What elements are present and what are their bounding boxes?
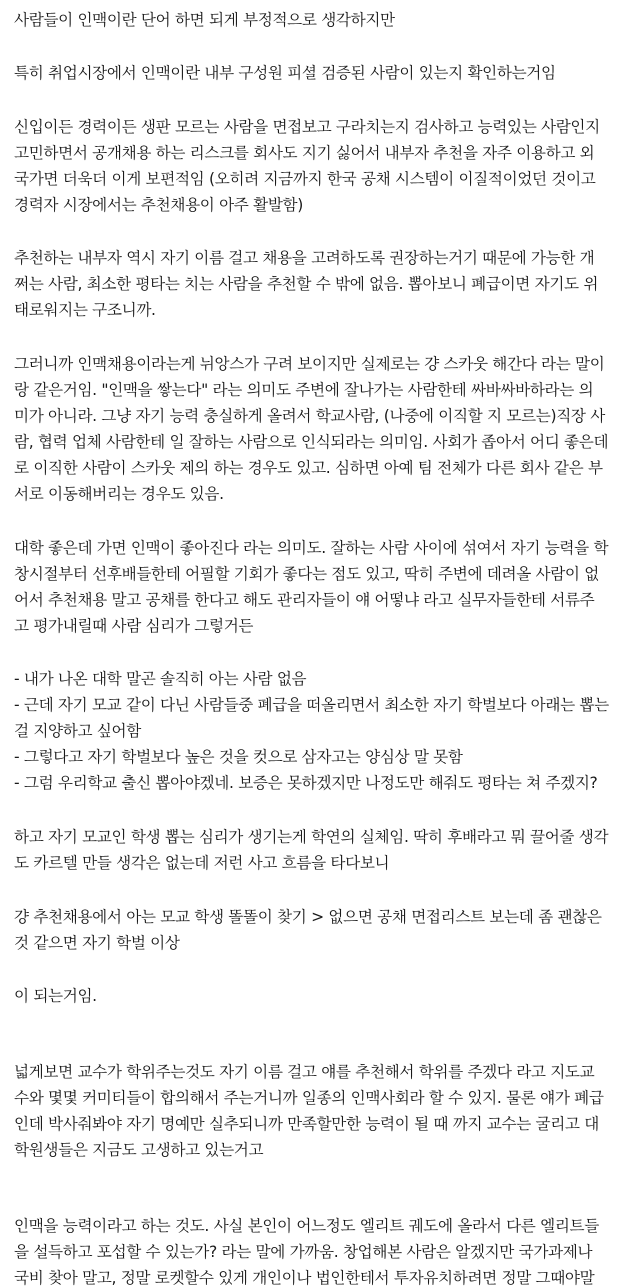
text-line: 하고 자기 모교인 학생 뽑는 심리가 생기는게 학연의 실체임. 딱히 후배라고 뭐 끌어줄 생각: [14, 828, 609, 846]
text-line: - 그렇다고 자기 학벌보다 높은 것을 컷으로 삼자고는 양심상 말 못함: [14, 748, 463, 766]
text-line: 추천하는 내부자 역시 자기 이름 걸고 채용을 고려하도록 권장하는거기 때문에 가능한 개: [14, 249, 595, 267]
text-line: 넓게보면 교수가 학위주는것도 자기 이름 걸고 얘를 추천해서 학위를 주겠다 라고 지도교: [14, 1063, 595, 1081]
text-line: 것 같으면 자기 학벌 이상: [14, 934, 180, 952]
text-line: 을 설득하고 포섭할 수 있는가? 라는 말에 가까움. 창업해본 사람은 알겠지만 국가과제나: [14, 1243, 593, 1261]
text-line: 걸 지양하고 싶어함: [14, 722, 141, 740]
text-line: 서로 이동해버리는 경우도 있음.: [14, 485, 224, 503]
text-line: 국비 찾아 말고, 정말 로켓할수 있게 개인이나 법인한테서 투자유치하려면 정말 그때야말: [14, 1269, 595, 1287]
text-line: 쩌는 사람, 최소한 평타는 치는 사람을 추천할 수 밖에 없음. 뽑아보니 폐급이면 자기도 위: [14, 275, 599, 293]
text-line: - 근데 자기 모교 같이 다닌 사람들중 폐급을 떠올리면서 최소한 자기 학벌보다 아래는 뽑는: [14, 696, 609, 714]
text-line: 학원생들은 지금도 고생하고 있는거고: [14, 1141, 264, 1159]
text-line: 고 평가내릴때 사람 심리가 그렇거든: [14, 617, 254, 635]
text-line: 창시절부터 선후배들한테 어필할 기회가 좋다는 점도 있고, 딱히 주변에 데려올 사람이 없: [14, 565, 599, 583]
text-line: 도 카르텔 만들 생각은 없는데 저런 사고 흐름을 타다보니: [14, 854, 390, 872]
text-line: 고민하면서 공개채용 하는 리스크를 회사도 지기 싫어서 내부자 추천을 자주 이용하고 외: [14, 144, 595, 162]
text-line: 로 이직한 사람이 스카웃 제의 하는 경우도 있고. 심하면 아예 팀 전체가 다른 회사 같은 부: [14, 459, 603, 477]
text-line: 사람들이 인맥이란 단어 하면 되게 부정적으로 생각하지만: [14, 11, 395, 29]
text-line: 랑 같은거임. "인맥을 쌓는다" 라는 의미도 주변에 잘나가는 사람한테 싸바싸바하라는 의: [14, 381, 594, 399]
text-line: 걍 추천채용에서 아는 모교 학생 똘똘이 찾기 > 없으면 공채 면접리스트 보는데 좀 괜찮은: [14, 908, 602, 926]
text-line: 특히 취업시장에서 인맥이란 내부 구성원 피셜 검증된 사람이 있는지 확인하는거임: [14, 64, 556, 82]
text-line: 경력자 시장에서는 추천채용이 아주 활발함): [14, 196, 304, 214]
text-line: 국가면 더욱더 이게 보편적임 (오히려 지금까지 한국 공채 시스템이 이질적이었던 것이고: [14, 170, 596, 188]
text-line: 인데 박사줘봐야 자기 명예만 실추되니까 만족할만한 능력이 될 때 까지 교수는 굴리고 대: [14, 1115, 599, 1133]
text-line: - 내가 나온 대학 말곤 솔직히 아는 사람 없음: [14, 670, 307, 688]
text-line: 대학 좋은데 가면 인맥이 좋아진다 라는 의미도. 잘하는 사람 사이에 섞여서 자기 능력을 학: [14, 539, 609, 557]
text-line: 신입이든 경력이든 생판 모르는 사람을 면접보고 구라치는지 검사하고 능력있는 사람인지: [14, 118, 600, 136]
text-line: 람, 협력 업체 사람한테 일 잘하는 사람으로 인식되라는 의미임. 사회가 좁아서 어디 좋은데: [14, 433, 609, 451]
text-line: 태로워지는 구조니까.: [14, 301, 156, 319]
text-line: 인맥을 능력이라고 하는 것도. 사실 본인이 어느정도 엘리트 궤도에 올라서 다른 엘리트들: [14, 1217, 599, 1235]
text-line: 이 되는거임.: [14, 987, 97, 1005]
text-line: - 그럼 우리학교 출신 뽑아야겠네. 보증은 못하겠지만 나정도만 해줘도 평타는 쳐 주겠지?: [14, 774, 598, 792]
text-line: 수와 몇몇 커미티들이 합의해서 주는거니까 일종의 인맥사회라 할 수 있지. 물론 얘가 폐급: [14, 1089, 604, 1107]
text-line: 미가 아니라. 그냥 자기 능력 충실하게 올려서 학교사람, (나중에 이직할 지 모르는)직장 사: [14, 407, 605, 425]
text-line: 그러니까 인맥채용이라는게 뉘앙스가 구려 보이지만 실제로는 걍 스카웃 해간다 라는 말이: [14, 355, 605, 373]
text-line: 어서 추천채용 말고 공채를 한다고 해도 관리자들이 얘 어떻냐 라고 실무자들한테 서류주: [14, 591, 595, 609]
